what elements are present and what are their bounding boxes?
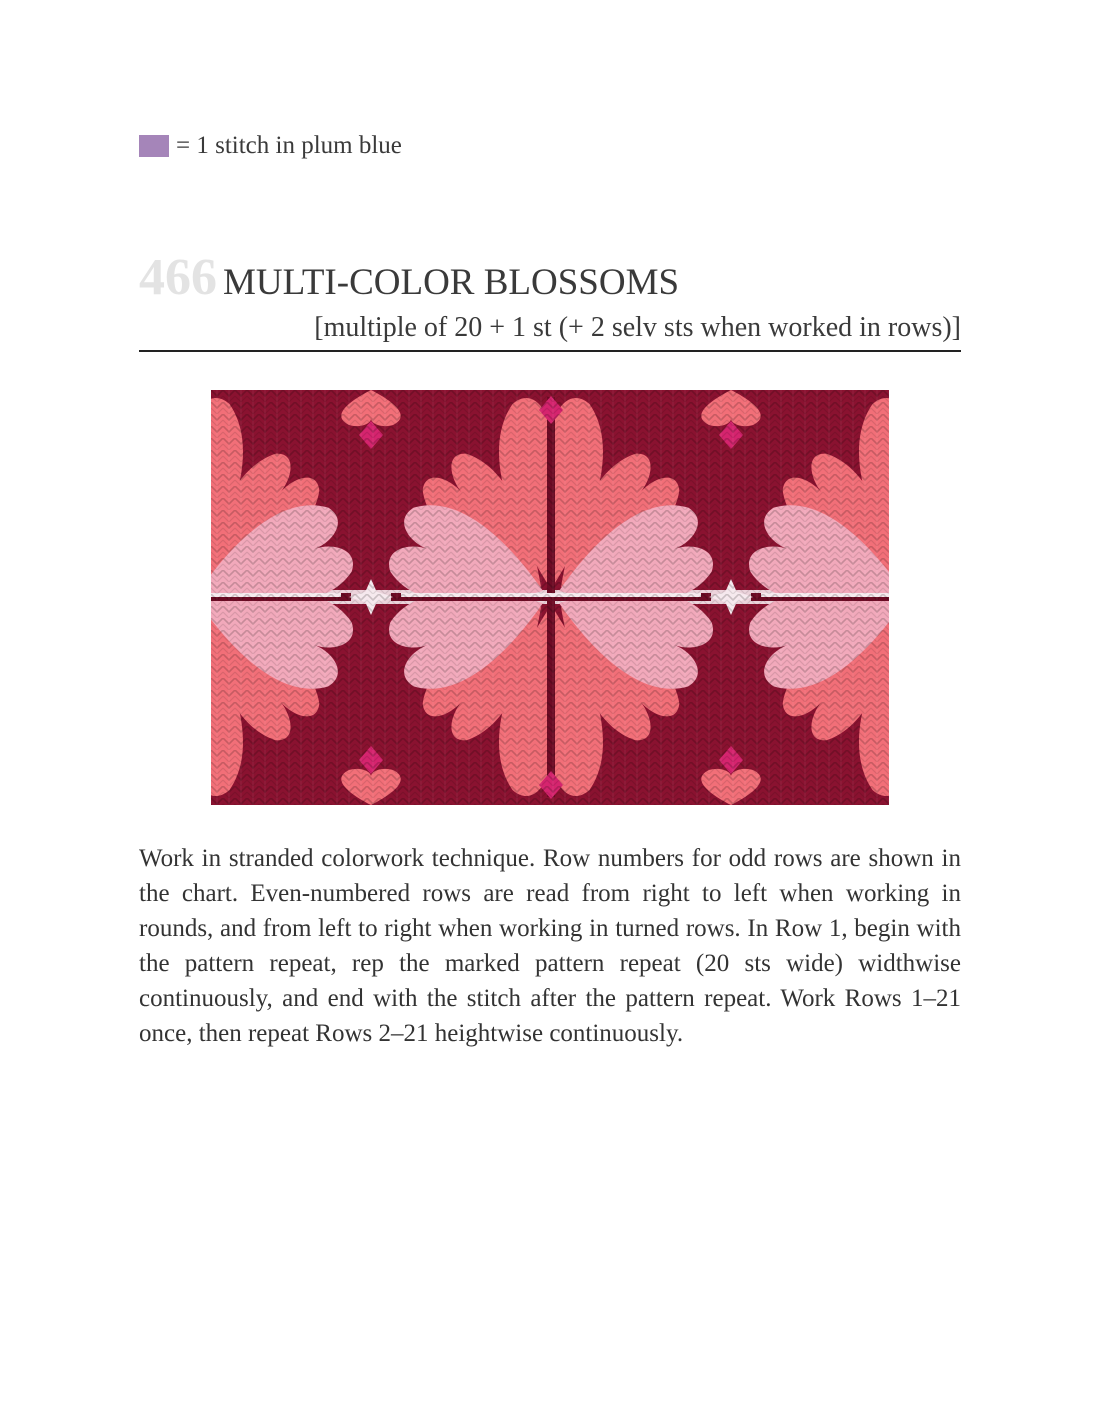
legend-text: = 1 stitch in plum blue — [176, 132, 402, 159]
pattern-header — [139, 248, 961, 308]
pattern-title: MULTI-COLOR BLOSSOMS — [223, 262, 680, 303]
pattern-multiple: [multiple of 20 + 1 st (+ 2 selv sts when worked in rows)] — [314, 312, 961, 343]
plum-blue-swatch — [139, 135, 169, 157]
knitted-swatch-photo — [211, 390, 889, 805]
instructions-text: Work in stranded colorwork technique. Row numbers for odd rows are shown in the chart. Even-numbered rows are read from right to left when working in rounds, and from left to right when working in turned rows. In Row 1, begin with the pattern repeat, rep the marked pattern repeat (20 sts wide) widthwise continuously, and end with the stitch after the pattern repeat. Work Rows 1–21 once, then repeat Rows 2–21 heightwise continuously. — [139, 845, 961, 1047]
pattern-number: 466 — [139, 249, 217, 306]
header-divider — [139, 350, 961, 352]
color-legend — [139, 131, 402, 161]
